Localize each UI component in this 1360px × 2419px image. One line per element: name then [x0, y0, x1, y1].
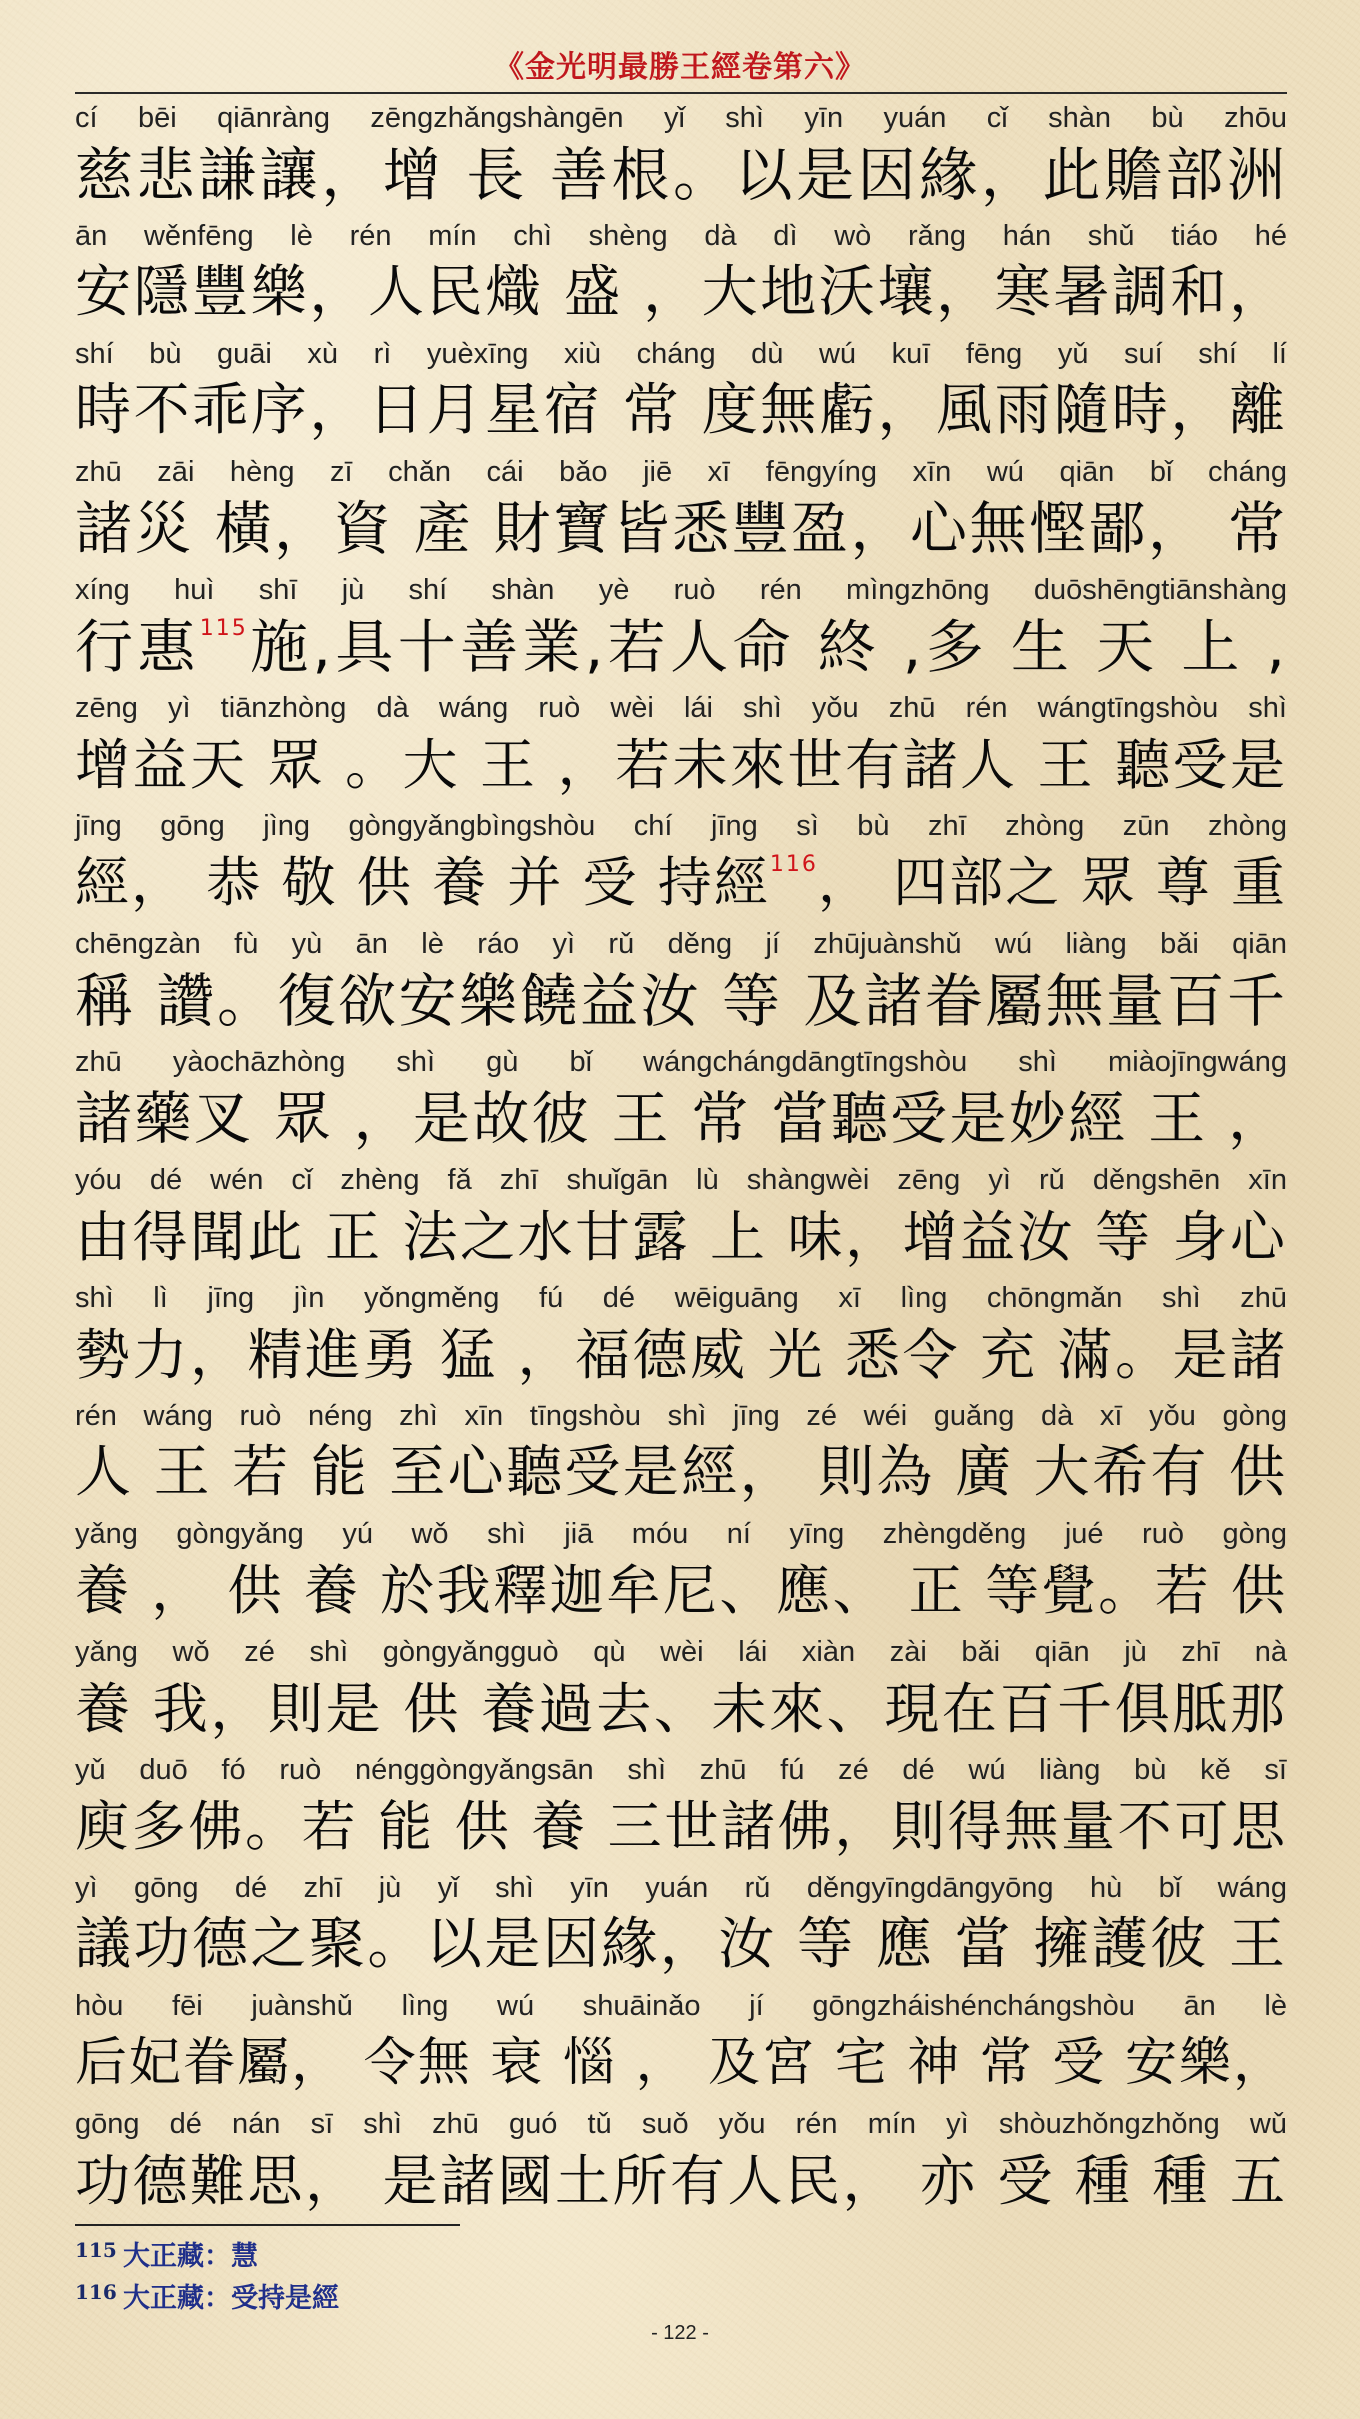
footnote-item — [75, 2278, 875, 2320]
verse-line — [75, 568, 1287, 686]
pinyin-line: shí bù guāi xù rì yuèxīng xiù cháng dù wú kuī fēng yǔ suí shí lí — [75, 338, 1287, 370]
pinyin-line: cí bēi qiānràng zēngzhǎngshàngēn yǐ shì yīn yuán cǐ shàn bù zhōu — [75, 102, 1287, 134]
verse-line — [75, 1040, 1287, 1158]
verse-line — [75, 96, 1287, 214]
page-number: - 122 - — [651, 2322, 709, 2344]
pinyin-line: xíng huì shī jù shí shàn yè ruò rén mìngzhōng duōshēngtiānshàng — [75, 574, 1287, 606]
verse-line — [75, 1984, 1287, 2102]
pinyin-line: yóu dé wén cǐ zhèng fǎ zhī shuǐgān lù shàngwèi zēng yì rǔ děngshēn xīn — [75, 1164, 1287, 1196]
pinyin-line: yǎng wǒ zé shì gòngyǎngguò qù wèi lái xiàn zài bǎi qiān jù zhī nà — [75, 1636, 1287, 1668]
footnote-divider — [75, 2224, 460, 2226]
hanzi-line — [75, 846, 1287, 920]
footnote-text: 大正藏：受持是經 — [123, 2283, 339, 2314]
verse-line — [75, 2102, 1287, 2220]
verse-line — [75, 804, 1287, 922]
pinyin-line: shì lì jīng jìn yǒngměng fú dé wēiguāng xī lìng chōngmǎn shì zhū — [75, 1282, 1287, 1314]
hanzi-line: 議功德之聚。以是因緣，汝 等 應 當 擁護彼 王 — [75, 1912, 1287, 1977]
pinyin-line: rén wáng ruò néng zhì xīn tīngshòu shì jīng zé wéi guǎng dà xī yǒu gòng — [75, 1400, 1287, 1432]
hanzi-segment: 施,具十善業,若人命 終 ,多 生 天 上 , — [247, 613, 1287, 681]
hanzi-line: 養 ， 供 養 於我釋迦牟尼、應、 正 等覺。若 供 — [75, 1559, 1287, 1622]
hanzi-line — [75, 610, 1287, 684]
hanzi-line: 時不乖序，日月星宿 常 度無虧，風雨隨時，離 — [75, 378, 1287, 443]
pinyin-line: yì gōng dé zhī jù yǐ shì yīn yuán rǔ děngyīngdāngyōng hù bǐ wáng — [75, 1872, 1287, 1904]
page-header-title: 《金光明最勝王經卷第六》 — [494, 50, 866, 85]
header-divider — [75, 92, 1287, 94]
footnote-reference-116[interactable]: 116 — [769, 852, 818, 877]
verse-line — [75, 332, 1287, 450]
footnotes — [75, 2236, 875, 2320]
pinyin-line: zhū zāi hèng zī chǎn cái bǎo jiē xī fēngyíng xīn wú qiān bǐ cháng — [75, 456, 1287, 488]
verse-line — [75, 1630, 1287, 1748]
verse-line — [75, 214, 1287, 332]
verse-body — [75, 96, 1287, 2220]
hanzi-line: 庾多佛。若 能 供 養 三世諸佛，則得無量不可思 — [75, 1795, 1287, 1858]
pinyin-line: zhū yàochāzhòng shì gù bǐ wángchángdāngtīngshòu shì miàojīngwáng — [75, 1046, 1287, 1078]
footnote-number: 116 — [75, 2280, 117, 2304]
pinyin-line: yǎng gòngyǎng yú wǒ shì jiā móu ní yīng zhèngděng jué ruò gòng — [75, 1518, 1287, 1550]
verse-line — [75, 1748, 1287, 1866]
verse-line — [75, 1512, 1287, 1630]
verse-line — [75, 1158, 1287, 1276]
hanzi-segment: 行惠 — [75, 613, 200, 681]
footnote-item — [75, 2236, 875, 2278]
pinyin-line: chēngzàn fù yù ān lè ráo yì rǔ děng jí zhūjuànshǔ wú liàng bǎi qiān — [75, 928, 1287, 960]
pinyin-line: yǔ duō fó ruò nénggòngyǎngsān shì zhū fú zé dé wú liàng bù kě sī — [75, 1754, 1287, 1786]
verse-line — [75, 686, 1287, 804]
footnote-text: 大正藏：慧 — [123, 2241, 258, 2272]
pinyin-line: zēng yì tiānzhòng dà wáng ruò wèi lái shì yǒu zhū rén wángtīngshòu shì — [75, 692, 1287, 724]
verse-line — [75, 1394, 1287, 1512]
verse-line — [75, 450, 1287, 568]
hanzi-line: 諸災 橫，資 產 財寶皆悉豐盈，心無慳鄙， 常 — [75, 496, 1287, 562]
hanzi-line: 功德難思， 是諸國土所有人民， 亦 受 種 種 五 — [75, 2149, 1287, 2213]
hanzi-line: 養 我，則是 供 養過去、未來、現在百千俱胝那 — [75, 1677, 1287, 1741]
footnote-number: 115 — [75, 2238, 117, 2262]
hanzi-line: 增益天 眾 。大 王 ，若未來世有諸人 王 聽受是 — [75, 733, 1287, 797]
hanzi-line: 后妃眷屬， 令無 衰 惱 ， 及宮 宅 神 常 受 安樂， — [75, 2033, 1287, 2093]
pinyin-line: jīng gōng jìng gòngyǎngbìngshòu chí jīng sì bù zhī zhòng zūn zhòng — [75, 810, 1287, 842]
verse-line — [75, 1866, 1287, 1984]
hanzi-line: 安隱豐樂，人民熾 盛 ，大地沃壤，寒暑調和， — [75, 260, 1287, 325]
verse-line — [75, 1276, 1287, 1394]
hanzi-segment: 經， 恭 敬 供 養 并 受 持經 — [75, 851, 770, 914]
hanzi-segment: ， 四部之 眾 尊 重 — [817, 851, 1287, 914]
hanzi-line: 勢力，精進勇 猛 ，福德威 光 悉令 充 滿。是諸 — [75, 1323, 1287, 1387]
hanzi-line: 稱 讚。復欲安樂饒益汝 等 及諸眷屬無量百千 — [75, 967, 1287, 1035]
pinyin-line: hòu fēi juànshǔ lìng wú shuāinǎo jí gōngzháishénchángshòu ān lè — [75, 1990, 1287, 2022]
pinyin-line: ān wěnfēng lè rén mín chì shèng dà dì wò rǎng hán shǔ tiáo hé — [75, 220, 1287, 252]
footnote-reference-115[interactable]: 115 — [199, 616, 248, 641]
verse-line — [75, 922, 1287, 1040]
hanzi-line: 諸藥叉 眾 ，是故彼 王 常 當聽受是妙經 王 ， — [75, 1086, 1287, 1152]
pinyin-line: gōng dé nán sī shì zhū guó tǔ suǒ yǒu rén mín yì shòuzhǒngzhǒng wǔ — [75, 2108, 1287, 2140]
hanzi-line: 人 王 若 能 至心聽受是經， 則為 廣 大希有 供 — [75, 1440, 1287, 1505]
hanzi-line: 由得聞此 正 法之水甘露 上 味，增益汝 等 身心 — [75, 1205, 1287, 1269]
hanzi-line: 慈悲謙讓，增 長 善根。以是因緣，此贍部洲 — [75, 141, 1287, 209]
